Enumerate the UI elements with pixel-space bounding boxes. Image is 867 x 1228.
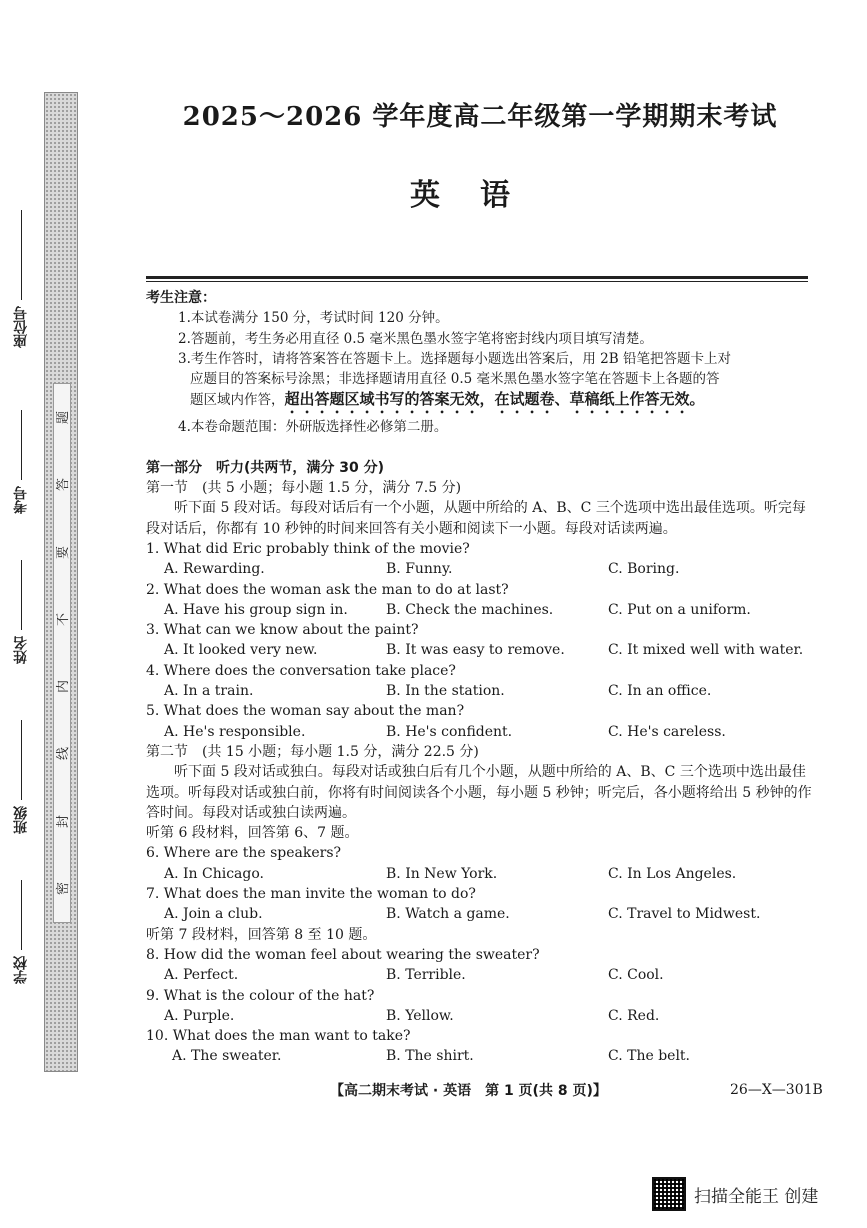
option-b: B. Funny. [386, 561, 453, 578]
option-c: C. In an office. [608, 683, 712, 700]
field-exam-number: 考号 [6, 410, 36, 514]
binding-char: 答 [56, 478, 72, 492]
option-a: A. The sweater. [172, 1048, 282, 1065]
question-block [146, 884, 814, 925]
part1-heading: 第一部分 听力(共两节，满分 30 分) [146, 459, 385, 476]
binding-char: 不 [56, 612, 72, 626]
question-block [146, 539, 814, 580]
field-seat-number: 座位号 [6, 210, 36, 348]
question: 10. What does the man want to take? [146, 1028, 411, 1045]
question-block [146, 661, 814, 702]
option-c: C. Travel to Midwest. [608, 906, 761, 923]
section2-instruction: 听下面 5 段对话或独白。每段对话或独白后有几个小题，从题中所给的 A、B、C 三个选项中选出最佳选项。听每段对话或独白前，你将有时间阅读各个小题，每小题 5 秒钟；听完后，各小题将给出 5 秒钟的作答时间。每段对话或独白读两遍。 [146, 764, 812, 821]
notice-heading: 考生注意： [146, 290, 216, 306]
field-name: 姓名 [6, 560, 36, 664]
question-block [146, 701, 814, 742]
option-b: B. It was easy to remove. [386, 642, 565, 659]
question: 5. What does the woman say about the man? [146, 703, 465, 720]
question: 9. What is the colour of the hat? [146, 987, 375, 1004]
section2-heading: 第二节 (共 15 小题；每小题 1.5 分，满分 22.5 分) [146, 743, 479, 760]
option-c: C. Put on a uniform. [608, 601, 751, 618]
page-footer: 【高二期末考试 · 英语 第 1 页(共 8 页)】 [330, 1083, 607, 1099]
option-a: A. Have his group sign in. [164, 601, 348, 618]
section1-heading: 第一节 (共 5 小题；每小题 1.5 分，满分 7.5 分) [146, 480, 462, 497]
question: 3. What can we know about the paint? [146, 622, 419, 639]
question: 8. How did the woman feel about wearing the sweater? [146, 946, 540, 963]
options-row [146, 864, 814, 884]
option-a: A. Purple. [164, 1007, 235, 1024]
option-c: C. Red. [608, 1007, 660, 1024]
option-c: C. In Los Angeles. [608, 865, 737, 882]
notice-warning: 超出答题区域书写的答案无效，在试题卷、草稿纸上作答无效。 [284, 390, 705, 409]
option-a: A. It looked very new. [164, 642, 318, 659]
watermark-text: 扫描全能王 创建 [694, 1186, 819, 1207]
question: 2. What does the woman ask the man to do at last? [146, 581, 509, 598]
question-block [146, 986, 814, 1027]
option-b: B. The shirt. [386, 1048, 474, 1065]
subject-title: 英语 [410, 178, 550, 213]
option-c: C. He's careless. [608, 723, 726, 740]
binding-char: 题 [56, 411, 72, 425]
option-a: A. In a train. [164, 683, 254, 700]
notice-item: 2.答题前，考生务必用直径 0.5 毫米黑色墨水签字笔将密封线内项目填写清楚。 [178, 330, 653, 347]
question-block [146, 945, 814, 986]
option-b: B. Watch a game. [386, 906, 510, 923]
exam-content [146, 288, 814, 1067]
question-block [146, 620, 814, 661]
header-rule-thin [146, 281, 808, 282]
option-c: C. Cool. [608, 967, 664, 984]
options-row [146, 640, 814, 660]
option-b: B. In New York. [386, 865, 498, 882]
binding-char: 要 [56, 545, 72, 559]
field-class: 班级 [6, 720, 36, 834]
option-b: B. He's confident. [386, 723, 513, 740]
binding-char: 封 [56, 814, 72, 828]
material-6-note: 听第 6 段材料，回答第 6、7 题。 [146, 825, 359, 842]
material-7-note: 听第 7 段材料，回答第 8 至 10 题。 [146, 926, 377, 943]
notice-item-cont [146, 389, 814, 417]
options-row [146, 1006, 814, 1026]
header-rule [146, 276, 808, 279]
option-c: C. It mixed well with water. [608, 642, 804, 659]
option-b: B. Terrible. [386, 967, 466, 984]
notice-item: 1.本试卷满分 150 分，考试时间 120 分钟。 [178, 310, 449, 327]
option-a: A. Rewarding. [164, 561, 265, 578]
question-block [146, 843, 814, 884]
options-row [146, 681, 814, 701]
options-row [146, 1046, 814, 1066]
question: 7. What does the man invite the woman to do? [146, 886, 476, 903]
options-row [146, 559, 814, 579]
binding-char: 内 [56, 680, 72, 694]
binding-char: 线 [56, 747, 72, 761]
option-a: A. Join a club. [164, 906, 263, 923]
question-block [146, 580, 814, 621]
binding-strip [44, 92, 78, 1072]
options-row [146, 722, 814, 742]
exam-title: 2025～2026 学年度高二年级第一学期期末考试 [182, 102, 778, 132]
notice-item-text: 题区域内作答， [190, 392, 285, 409]
options-row [146, 965, 814, 985]
option-a: A. Perfect. [164, 967, 239, 984]
section1-instruction: 听下面 5 段对话。每段对话后有一个小题，从题中所给的 A、B、C 三个选项中选出最佳选项。听完每段对话后，你都有 10 秒钟的时间来回答有关小题和阅读下一小题。每段对话读两遍。 [146, 500, 806, 537]
option-c: C. Boring. [608, 561, 680, 578]
option-a: A. He's responsible. [164, 723, 306, 740]
scanner-watermark [652, 1177, 818, 1211]
field-school: 学校 [6, 880, 36, 984]
question: 1. What did Eric probably think of the movie? [146, 540, 470, 557]
option-c: C. The belt. [608, 1048, 691, 1065]
qr-code-icon [652, 1177, 686, 1211]
question: 4. Where does the conversation take place? [146, 662, 456, 679]
option-b: B. Yellow. [386, 1007, 454, 1024]
question: 6. Where are the speakers? [146, 845, 342, 862]
option-a: A. In Chicago. [164, 865, 264, 882]
option-b: B. Check the machines. [386, 601, 554, 618]
binding-label-box [53, 383, 71, 923]
notice-item: 4.本卷命题范围：外研版选择性必修第二册。 [178, 419, 448, 436]
paper-code: 26—X—301B [730, 1082, 823, 1098]
notice-item-cont: 应题目的答案标号涂黑；非选择题请用直径 0.5 毫米黑色墨水签字笔在答题卡上各题的答 [190, 371, 720, 388]
student-info-fields [0, 0, 40, 1228]
binding-char: 密 [56, 881, 72, 895]
options-row [146, 904, 814, 924]
question-block [146, 1026, 814, 1067]
options-row [146, 600, 814, 620]
notice-item: 3.考生作答时，请将答案答在答题卡上。选择题每小题选出答案后，用 2B 铅笔把答题卡上对 [178, 350, 731, 367]
option-b: B. In the station. [386, 683, 505, 700]
